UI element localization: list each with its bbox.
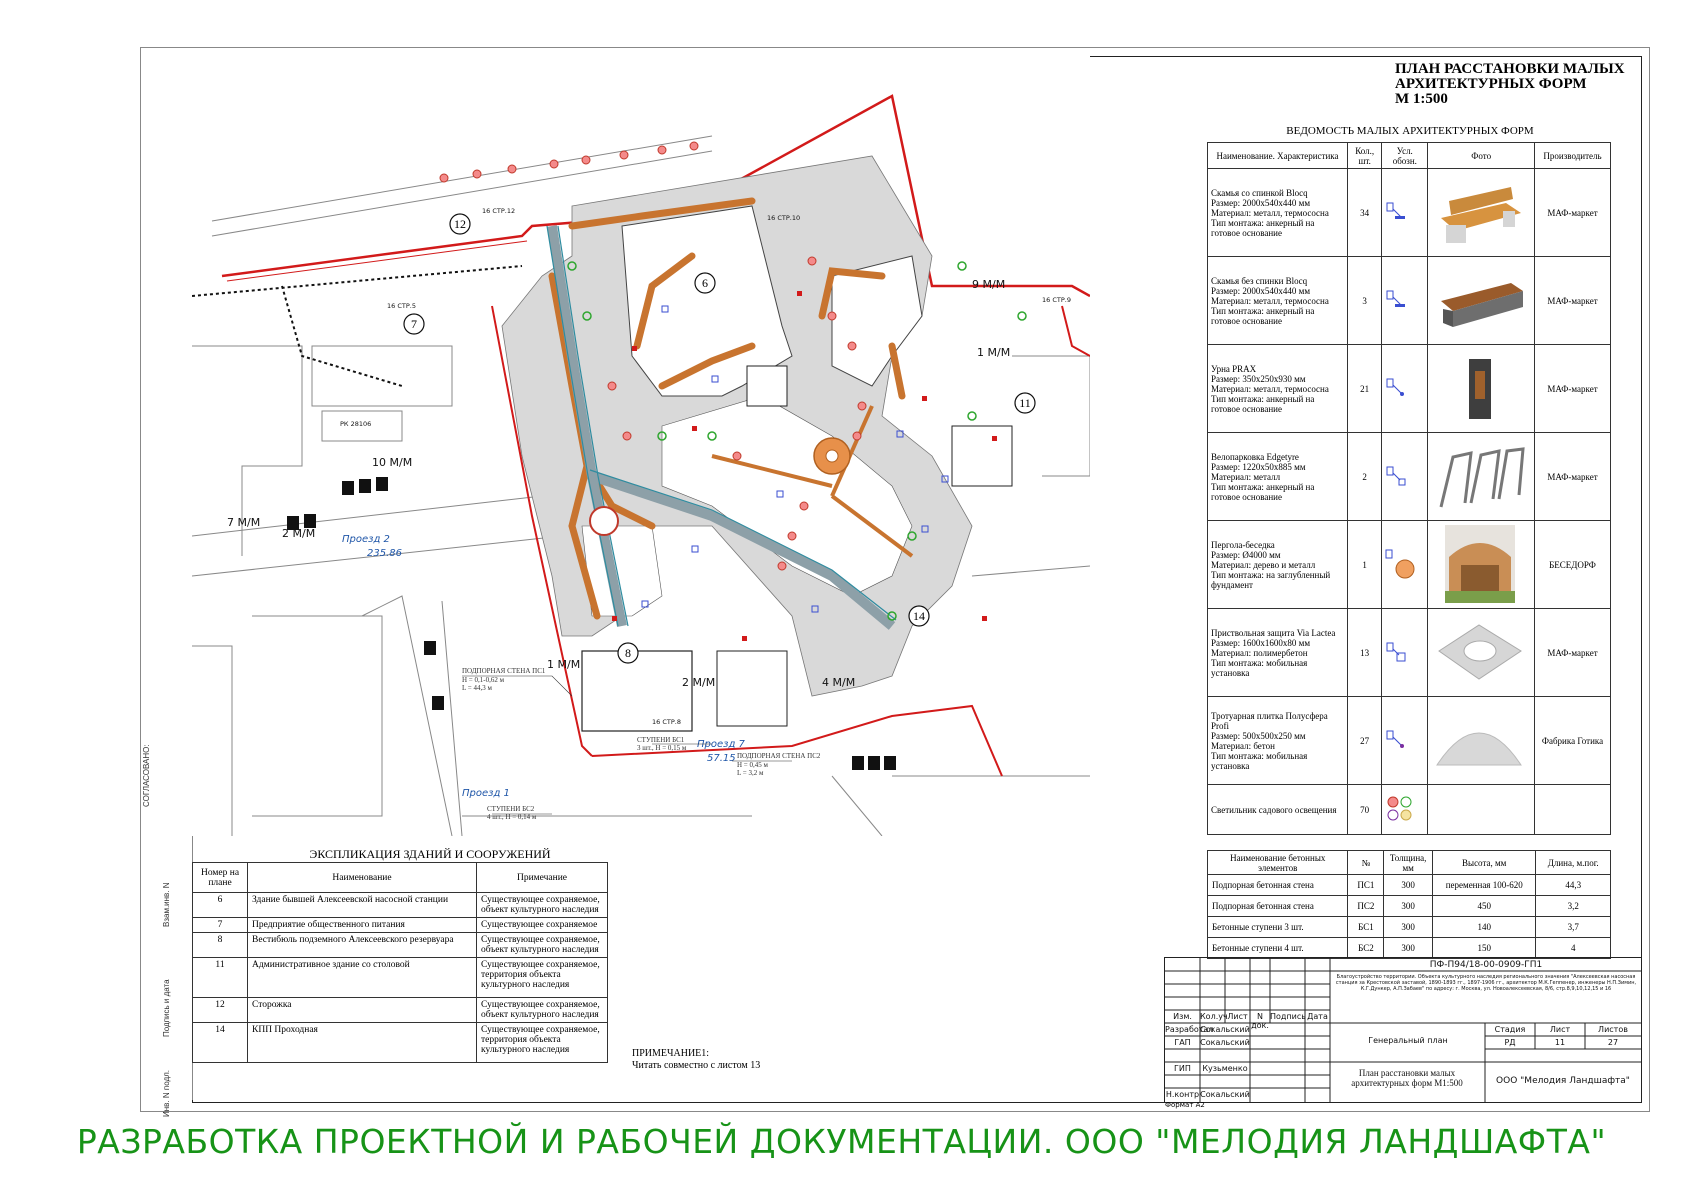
concrete-row: Бетонные ступени 3 шт. БС1 300 140 3,7 — [1208, 917, 1611, 938]
maf-header-photo: Фото — [1428, 143, 1535, 169]
maf-qty: 2 — [1348, 433, 1382, 521]
label-wall-2: ПОДПОРНАЯ СТЕНА ПС2 — [737, 752, 821, 760]
label-parking-10: 10 М/М — [372, 456, 413, 469]
maf-maker: Фабрика Готика — [1535, 697, 1611, 785]
maf-maker — [1535, 785, 1611, 835]
maf-desc: Урна PRAX Размер: 350х250х930 мм Материал: металл, термососна Тип монтажа: анкерный на готовое основание — [1208, 345, 1348, 433]
maf-maker: МАФ-маркет — [1535, 169, 1611, 257]
maf-maker: МАФ-маркет — [1535, 257, 1611, 345]
maf-qty: 13 — [1348, 609, 1382, 697]
maf-row — [1208, 169, 1611, 257]
stamp-person: Сокальский — [1200, 1025, 1250, 1034]
maf-qty: 3 — [1348, 257, 1382, 345]
concrete-header-name: Наименование бетонных элементов — [1208, 851, 1348, 875]
label-str10: 16 СТР.10 — [767, 214, 801, 222]
label-building-7: 7 — [411, 317, 417, 331]
site-plan — [192, 56, 1090, 836]
side-label-agreed: СОГЛАСОВАНО: — [142, 744, 151, 807]
maf-header-qty: Кол., шт. — [1348, 143, 1382, 169]
label-building-6: 6 — [702, 276, 708, 290]
label-road-7-length: 57.15 — [707, 753, 736, 764]
label-building-8: 8 — [625, 646, 631, 660]
label-steps-2-desc: 4 шт., H = 0,14 м — [487, 813, 537, 821]
label-str8: 16 СТР.8 — [652, 718, 681, 726]
maf-row — [1208, 345, 1611, 433]
label-parking-1a: 1 М/М — [977, 346, 1011, 359]
sheet-format: Формат А2 — [1165, 1101, 1205, 1109]
explication-table — [192, 862, 608, 1063]
maf-desc: Пергола-беседка Размер: Ø4000 мм Материал: дерево и металл Тип монтажа: на заглубленный фундамент — [1208, 521, 1348, 609]
maf-maker: МАФ-маркет — [1535, 609, 1611, 697]
concrete-header-thickness: Толщина, мм — [1384, 851, 1433, 875]
maf-qty: 1 — [1348, 521, 1382, 609]
concrete-header-height: Высота, мм — [1433, 851, 1536, 875]
bench-symbol-icon — [1382, 257, 1428, 345]
stamp-sheets-val: 27 — [1607, 1038, 1619, 1047]
label-road-1: Проезд 1 — [462, 788, 510, 799]
table-row: 12 Сторожка Существующее сохраняемое, объект культурного наследия — [193, 998, 608, 1023]
stamp-sheets-head: Листов — [1598, 1025, 1628, 1034]
label-wall-1-length: L = 44,3 м — [462, 684, 492, 692]
stamp-stage-val: РД — [1504, 1038, 1516, 1047]
maf-qty: 27 — [1348, 697, 1382, 785]
sphere-symbol-icon — [1382, 697, 1428, 785]
stamp-org: ООО "Мелодия Ландшафта" — [1496, 1076, 1630, 1086]
label-parking-2b: 2 М/М — [682, 676, 716, 689]
maf-qty: 34 — [1348, 169, 1382, 257]
label-wall-1: ПОДПОРНАЯ СТЕНА ПС1 — [462, 667, 546, 675]
drawing-title-line-1: ПЛАН РАССТАНОВКИ МАЛЫХ — [1395, 61, 1625, 77]
maf-table — [1207, 142, 1611, 835]
maf-qty: 21 — [1348, 345, 1382, 433]
label-wall-1-height: H = 0,1-0,62 м — [462, 676, 505, 684]
stamp-role: ГАП — [1174, 1038, 1191, 1047]
stamp-sheet-head: Лист — [1549, 1025, 1571, 1034]
maf-row — [1208, 433, 1611, 521]
drawing-title-line-3: М 1:500 — [1395, 91, 1448, 107]
label-building-14: 14 — [913, 609, 925, 623]
label-parking-1b: 1 М/М — [547, 658, 581, 671]
label-parking-4: 4 М/М — [822, 676, 856, 689]
side-label-inv: Инв. N подл. — [162, 1069, 171, 1117]
stamp-col-date: Дата — [1307, 1012, 1328, 1021]
bench-photo-icon — [1428, 257, 1535, 345]
stamp-person: Кузьменко — [1202, 1064, 1248, 1073]
maf-maker: МАФ-маркет — [1535, 433, 1611, 521]
urn-photo-icon — [1428, 345, 1535, 433]
bench-back-photo-icon — [1428, 169, 1535, 257]
explication-title: ЭКСПЛИКАЦИЯ ЗДАНИЙ И СООРУЖЕНИЙ — [309, 847, 551, 861]
maf-row — [1208, 785, 1611, 835]
maf-maker: МАФ-маркет — [1535, 345, 1611, 433]
label-road-7: Проезд 7 — [697, 739, 745, 750]
label-wall-2-length: L = 3,2 м — [737, 769, 764, 777]
maf-desc: Велопарковка Edgetyre Размер: 1220х50х885 мм Материал: металл Тип монтажа: анкерный на готовое основание — [1208, 433, 1348, 521]
maf-desc: Светильник садового освещения — [1208, 785, 1348, 835]
maf-qty: 70 — [1348, 785, 1382, 835]
stamp-person: Сокальский — [1200, 1090, 1250, 1099]
maf-photo-empty — [1428, 785, 1535, 835]
label-str9: 16 СТР.9 — [1042, 296, 1071, 304]
label-steps-2: СТУПЕНИ БС2 — [487, 805, 535, 813]
table-row: 11 Административное здание со столовой Существующее сохраняемое, территория объекта культурного наследия — [193, 958, 608, 998]
concrete-row: Бетонные ступени 4 шт. БС2 300 150 4 — [1208, 938, 1611, 959]
maf-desc: Приствольная защита Via Lactea Размер: 1600х1600х80 мм Материал: полимербетон Тип монтажа: мобильная установка — [1208, 609, 1348, 697]
maf-row — [1208, 257, 1611, 345]
drawing-title — [1395, 62, 1625, 107]
note-title: ПРИМЕЧАНИЕ1: — [632, 1048, 710, 1059]
concrete-header-length: Длина, м.пог. — [1536, 851, 1611, 875]
label-wall-2-height: H = 0,45 м — [737, 761, 768, 769]
sphere-photo-icon — [1428, 697, 1535, 785]
maf-header-maker: Производитель — [1535, 143, 1611, 169]
maf-row — [1208, 521, 1611, 609]
stamp-role: Н.контр — [1165, 1090, 1200, 1099]
stamp-stage-head: Стадия — [1494, 1025, 1526, 1034]
concrete-table — [1207, 850, 1611, 959]
bench-symbol-icon — [1382, 169, 1428, 257]
urn-symbol-icon — [1382, 345, 1428, 433]
pergola-photo-icon — [1428, 521, 1535, 609]
stamp-sheet-name: План расстановки малых архитектурных форм М1:500 — [1351, 1068, 1463, 1088]
stamp-code: ПФ-П94/18-00-0909-ГП1 — [1429, 960, 1543, 970]
title-stamp — [1164, 957, 1642, 1103]
maf-row — [1208, 697, 1611, 785]
table-row: 6 Здание бывшей Алексеевской насосной станции Существующее сохраняемое, объект культурного наследия — [193, 893, 608, 918]
maf-table-header — [1208, 143, 1611, 169]
maf-maker: БЕСЕДОРФ — [1535, 521, 1611, 609]
maf-desc: Тротуарная плитка Полусфера Profi Размер: 500х500х250 мм Материал: бетон Тип монтажа: мобильная установка — [1208, 697, 1348, 785]
lamp-symbol-icon — [1382, 785, 1428, 835]
label-building-12: 12 — [454, 217, 466, 231]
maf-header-symbol: Усл. обозн. — [1382, 143, 1428, 169]
maf-desc: Скамья без спинки Blocq Размер: 2000х540х440 мм Материал: металл, термососна Тип монтажа: анкерный на готовое основание — [1208, 257, 1348, 345]
label-building-11: 11 — [1019, 396, 1031, 410]
tree-guard-symbol-icon — [1382, 609, 1428, 697]
stamp-section: Генеральный план — [1368, 1036, 1448, 1045]
stamp-role: Разработал — [1165, 1025, 1214, 1034]
label-str12: 16 СТР.12 — [482, 207, 516, 215]
expl-header-note: Примечание — [477, 863, 608, 893]
stamp-sheet-val: 11 — [1554, 1038, 1566, 1047]
stamp-col-sign: Подпись — [1270, 1012, 1306, 1021]
expl-header-name: Наименование — [248, 863, 477, 893]
stamp-col-list: Лист — [1227, 1012, 1248, 1021]
label-road-2-length: 235.86 — [367, 548, 402, 559]
table-row: 8 Вестибюль подземного Алексеевского резервуара Существующее сохраняемое, объект культурного наследия — [193, 933, 608, 958]
table-row: 14 КПП Проходная Существующее сохраняемое, территория объекта культурного наследия — [193, 1023, 608, 1063]
company-banner: РАЗРАБОТКА ПРОЕКТНОЙ И РАБОЧЕЙ ДОКУМЕНТАЦИИ. ООО "МЕЛОДИЯ ЛАНДШАФТА" — [76, 1122, 1607, 1161]
side-label-replace: Взам.инв. N — [162, 882, 171, 927]
maf-header-name: Наименование. Характеристика — [1208, 143, 1348, 169]
concrete-row: Подпорная бетонная стена ПС1 300 переменная 100-620 44,3 — [1208, 875, 1611, 896]
side-label-sign: Подпись и дата — [162, 979, 171, 1037]
label-parking-7: 7 М/М — [227, 516, 261, 529]
note — [632, 1048, 760, 1072]
table-row: 7 Предприятие общественного питания Существующее сохраняемое — [193, 918, 608, 933]
approval-strip — [140, 657, 193, 1117]
label-parking-9: 9 М/М — [972, 278, 1006, 291]
stamp-col-kol: Кол.уч — [1200, 1012, 1228, 1021]
bike-rack-photo-icon — [1428, 433, 1535, 521]
label-steps-1-desc: 3 шт., H = 0,15 м — [637, 744, 687, 752]
label-steps-1: СТУПЕНИ БС1 — [637, 736, 685, 744]
drawing-title-line-2: АРХИТЕКТУРНЫХ ФОРМ — [1395, 76, 1587, 92]
label-str5: 16 СТР.5 — [387, 302, 416, 310]
concrete-header-num: № — [1348, 851, 1384, 875]
stamp-col-doc: N док. — [1251, 1012, 1269, 1030]
maf-table-title: ВЕДОМОСТЬ МАЛЫХ АРХИТЕКТУРНЫХ ФОРМ — [1286, 125, 1534, 137]
stamp-person: Сокальский — [1200, 1038, 1250, 1047]
expl-header-num: Номер на плане — [193, 863, 248, 893]
concrete-row: Подпорная бетонная стена ПС2 300 450 3,2 — [1208, 896, 1611, 917]
label-parking-2: 2 М/М — [282, 527, 316, 540]
tree-guard-photo-icon — [1428, 609, 1535, 697]
stamp-object: Благоустройство территории. Объекта культурного наследия регионального значения "Алексеевская насосная станция за Крестовской заставой, 1890-1893 гг., 1897-1906 гг., архитектор М.К.Геппенер, инженеры Н.П.Зимин, К.Г.Дункер, А.П.Забаев" по адресу: г. Москва, ул. Новоалексеевская, 8/6, стр.8,9,10,12,15 и 16 — [1335, 974, 1637, 992]
label-road-2: Проезд 2 — [342, 534, 390, 545]
bike-rack-symbol-icon — [1382, 433, 1428, 521]
maf-desc: Скамья со спинкой Blocq Размер: 2000х540х440 мм Материал: металл, термососна Тип монтажа: анкерный на готовое основание — [1208, 169, 1348, 257]
concrete-header — [1208, 851, 1611, 875]
note-text: Читать совместно с листом 13 — [632, 1060, 761, 1071]
label-rk: РК 28106 — [340, 420, 372, 428]
maf-row — [1208, 609, 1611, 697]
pergola-symbol-icon — [1382, 521, 1428, 609]
stamp-role: ГИП — [1174, 1064, 1191, 1073]
explication-header — [193, 863, 608, 893]
stamp-col-izm: Изм. — [1173, 1012, 1192, 1021]
